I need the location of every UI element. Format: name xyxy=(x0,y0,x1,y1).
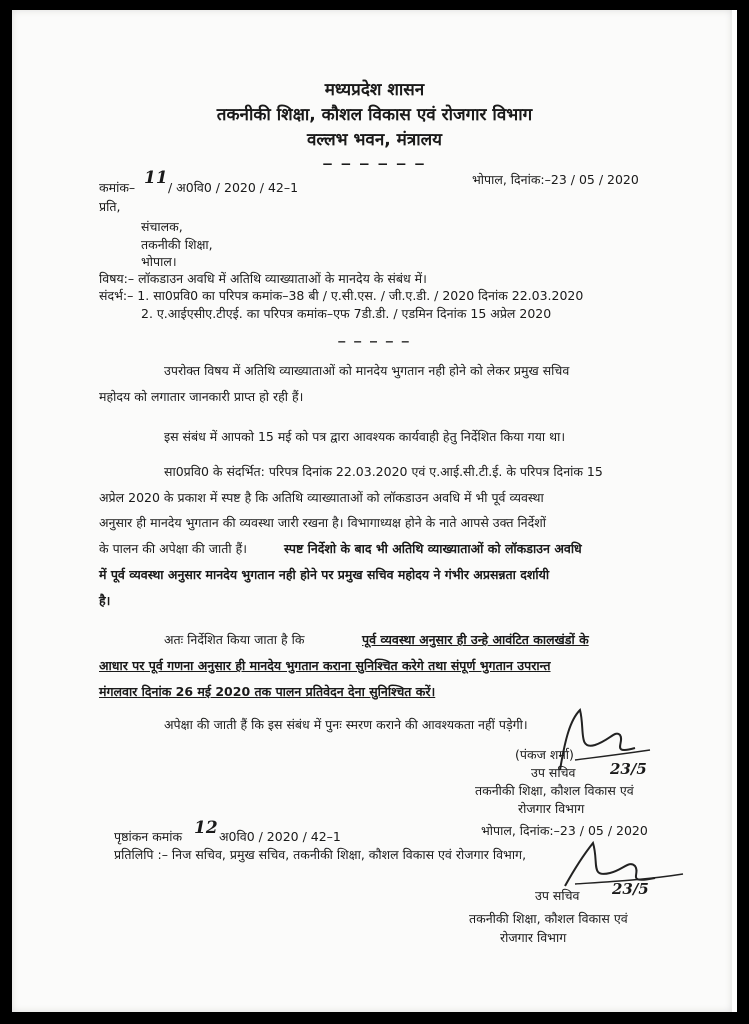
signatory-2-dept-2: रोजगार विभाग xyxy=(500,930,567,945)
ref-number-suffix: / अ0वि0 / 2020 / 42–1 xyxy=(168,180,299,195)
signatory-date: भोपाल, दिनांक:–23 / 05 / 2020 xyxy=(481,823,648,838)
endorsement-prefix: पृष्ठांकन कमांक xyxy=(114,829,183,844)
recipient-line-3: भोपाल। xyxy=(141,254,177,269)
header-rule: _ _ _ _ _ _ xyxy=(323,146,426,166)
signatory-designation: उप सचिव xyxy=(531,765,576,780)
para3-line5: में पूर्व व्यवस्था अनुसार मानदेय भुगतान नही होने पर प्रमुख सचिव महोदय ने गंभीर अप्रसन्नता दर्शायी xyxy=(99,567,550,582)
signatory-name: (पंकज शर्मा) xyxy=(515,747,574,762)
signatory-dept-1: तकनीकी शिक्षा, कौशल विकास एवं xyxy=(475,783,634,798)
subject-line: विषय:– लॉकडाउन अवधि में अतिथि व्याख्याताओं के मानदेय के संबंध में। xyxy=(99,271,427,286)
para3-line6: है। xyxy=(99,593,111,608)
para1-line1: उपरोक्त विषय में अतिथि व्याख्याताओं को मानदेय भुगतान नही होने को लेकर प्रमुख सचिव xyxy=(164,363,570,378)
reference-1: संदर्भ:– 1. सा0प्रवि0 का परिपत्र कमांक–38 बी / ए.सी.एस. / जी.ए.डी. / 2020 दिनांक 22.03.2020 xyxy=(99,288,584,303)
copy-to: प्रतिलिपि :– निज सचिव, प्रमुख सचिव, तकनीकी शिक्षा, कौशल विकास एवं रोजगार विभाग, xyxy=(114,847,527,862)
header-office: वल्लभ भवन, मंत्रालय xyxy=(306,130,443,150)
para1-line2: महोदय को लगातार जानकारी प्राप्त हो रही हैं। xyxy=(99,389,304,404)
signatory-2-dept-1: तकनीकी शिक्षा, कौशल विकास एवं xyxy=(469,911,628,926)
para4-line1-underlined: पूर्व व्यवस्था अनुसार ही उन्हे आवंटित कालखंडों के xyxy=(362,632,589,647)
endorsement-suffix: अ0वि0 / 2020 / 42–1 xyxy=(219,829,341,844)
para3-line4-bold: स्पष्ट निर्देशो के बाद भी अतिथि व्याख्याताओं को लॉकडाउन अवधि xyxy=(284,541,582,556)
recipient-line-1: संचालक, xyxy=(141,219,183,234)
ref-number-handwritten: 11 xyxy=(144,168,168,188)
para4-line3-underlined: मंगलवार दिनांक 26 मई 2020 तक पालन प्रतिवेदन देना सुनिश्चित करें। xyxy=(99,684,436,699)
para4-line2-underlined: आधार पर पूर्व गणना अनुसार ही मानदेय भुगतान कराना सुनिश्चित करेगे तथा संपूर्ण भुगतान उपरान्त xyxy=(99,658,551,673)
signature-2-mark: 23/5 xyxy=(612,880,649,898)
recipient-to: प्रति, xyxy=(99,199,121,214)
para3-line3: अनुसार ही मानदेय भुगतान की व्यवस्था जारी रखना है। विभागाध्यक्ष होने के नाते आपसे उक्त निर्देशों xyxy=(99,515,546,530)
place-date: भोपाल, दिनांक:–23 / 05 / 2020 xyxy=(472,172,639,187)
para3-line1: सा0प्रवि0 के संदर्भित: परिपत्र दिनांक 22.03.2020 एवं ए.आई.सी.टी.ई. के परिपत्र दिनांक 15 xyxy=(164,464,603,479)
para4-line1-normal: अतः निर्देशित किया जाता है कि xyxy=(164,632,305,647)
header-government: मध्यप्रदेश शासन xyxy=(324,80,425,100)
signature-1-mark: 23/5 xyxy=(610,760,647,778)
para3-line4-normal: के पालन की अपेक्षा की जाती हैं। xyxy=(99,541,247,556)
reference-2: 2. ए.आईएसीए.टीएई. का परिपत्र कमांक–एफ 7डी.डी. / एडमिन दिनांक 15 अप्रेल 2020 xyxy=(141,306,552,321)
signatory-dept-2: रोजगार विभाग xyxy=(518,801,585,816)
endorsement-number-handwritten: 12 xyxy=(194,818,218,838)
section-divider: _ _ _ _ _ xyxy=(338,327,411,343)
recipient-line-2: तकनीकी शिक्षा, xyxy=(141,237,213,252)
para2: इस संबंध में आपको 15 मई को पत्र द्वारा आवश्यक कार्यवाही हेतु निर्देशित किया गया था। xyxy=(164,429,566,444)
ref-prefix: कमांक– xyxy=(99,180,136,195)
para3-line2: अप्रेल 2020 के प्रकाश में स्पष्ट है कि अतिथि व्याख्याताओं को लॉकडाउन अवधि में भी पूर्व व्यवस्था xyxy=(99,490,544,505)
para5: अपेक्षा की जाती हैं कि इस संबंध में पुनः स्मरण कराने की आवश्यकता नहीं पड़ेगी। xyxy=(164,717,528,732)
signatory-2-designation: उप सचिव xyxy=(535,888,580,903)
header-department: तकनीकी शिक्षा, कौशल विकास एवं रोजगार विभाग xyxy=(216,105,533,125)
